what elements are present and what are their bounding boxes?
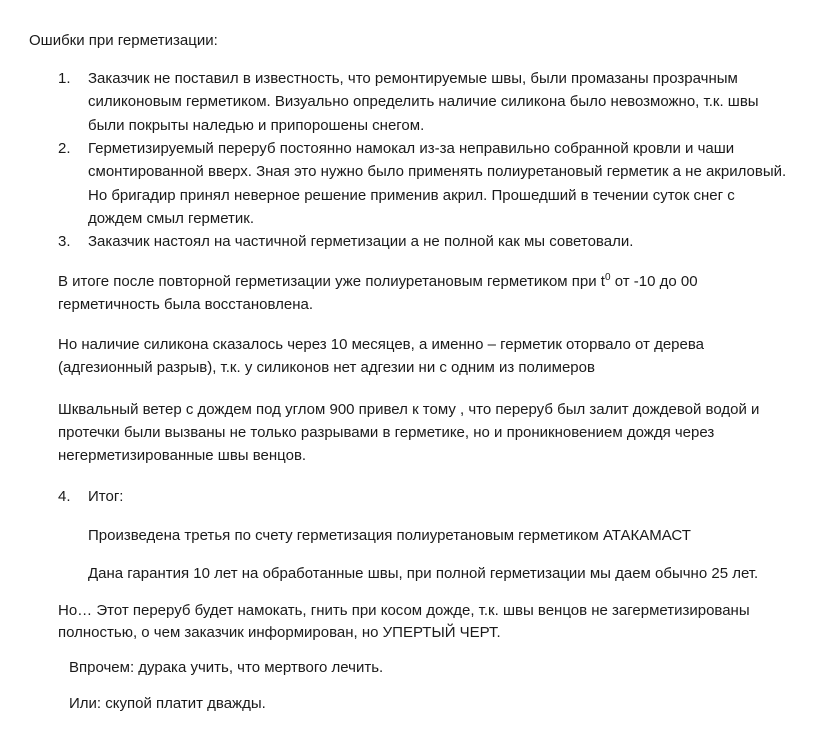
closing-line-2: Или: скупой платит дважды. bbox=[69, 695, 266, 712]
paragraph-warning-line-1: Но… Этот переруб будет намокать, гнить при косом дожде, т.к. швы венцов не загерметизированы bbox=[58, 602, 750, 619]
list-number-2: 2. bbox=[58, 140, 71, 157]
summary-line-1: Произведена третья по счету герметизация полиуретановым герметиком АТАКАМАСТ bbox=[88, 527, 691, 544]
list-item-1-line-2: силиконовым герметиком. Визуально определить наличие силикона было невозможно, т.к. швы bbox=[88, 93, 759, 110]
list-item-3-line-1: Заказчик настоял на частичной герметизации а не полной как мы советовали. bbox=[88, 233, 634, 250]
list-item-2-line-2: смонтированной вверх. Зная это нужно было применять полиуретановый герметик а не акриловый. bbox=[88, 163, 787, 180]
paragraph-silicone-line-1: Но наличие силикона сказалось через 10 месяцев, а именно – герметик оторвало от дерева bbox=[58, 336, 705, 353]
closing-line-1: Впрочем: дурака учить, что мертвого лечить. bbox=[69, 659, 384, 676]
list-item-1-line-1: Заказчик не поставил в известность, что ремонтируемые швы, были промазаны прозрачным bbox=[88, 70, 738, 87]
paragraph-result-text-before: В итоге после повторной герметизации уже полиуретановым герметиком при t bbox=[58, 273, 605, 290]
paragraph-silicone-line-2: (адгезионный разрыв), т.к. у силиконов нет адгезии ни с одним из полимеров bbox=[58, 359, 595, 376]
list-item-1-line-3: были покрыты наледью и припорошены снегом. bbox=[88, 117, 425, 134]
document-title: Ошибки при герметизации: bbox=[29, 32, 218, 49]
list-number-3: 3. bbox=[58, 233, 71, 250]
paragraph-result-line-1 bbox=[58, 270, 698, 293]
paragraph-result-line-2: герметичность была восстановлена. bbox=[58, 296, 313, 313]
temperature-superscript: 0 bbox=[604, 272, 611, 283]
paragraph-wind-line-2: протечки были вызваны не только разрывами в герметике, но и проникновением дождя через bbox=[58, 424, 715, 441]
paragraph-wind-line-1: Шквальный ветер с дождем под углом 900 привел к тому , что переруб был залит дождевой водой и bbox=[58, 401, 760, 418]
list-item-2-line-4: дождем смыл герметик. bbox=[88, 210, 255, 227]
paragraph-result-text-after: от -10 до 00 bbox=[610, 273, 698, 290]
paragraph-wind-line-3: негерметизированные швы венцов. bbox=[58, 447, 307, 464]
summary-line-2: Дана гарантия 10 лет на обработанные швы, при полной герметизации мы даем обычно 25 лет. bbox=[88, 565, 759, 582]
list-number-1: 1. bbox=[58, 70, 71, 87]
list-item-2-line-1: Герметизируемый переруб постоянно намокал из-за неправильно собранной кровли и чаши bbox=[88, 140, 735, 157]
list-item-2-line-3: Но бригадир принял неверное решение применив акрил. Прошедший в течении суток снег с bbox=[88, 187, 735, 204]
summary-label: Итог: bbox=[88, 488, 124, 505]
paragraph-warning-line-2: полностью, о чем заказчик информирован, но УПЕРТЫЙ ЧЕРТ. bbox=[58, 624, 501, 641]
list-number-4: 4. bbox=[58, 488, 71, 505]
